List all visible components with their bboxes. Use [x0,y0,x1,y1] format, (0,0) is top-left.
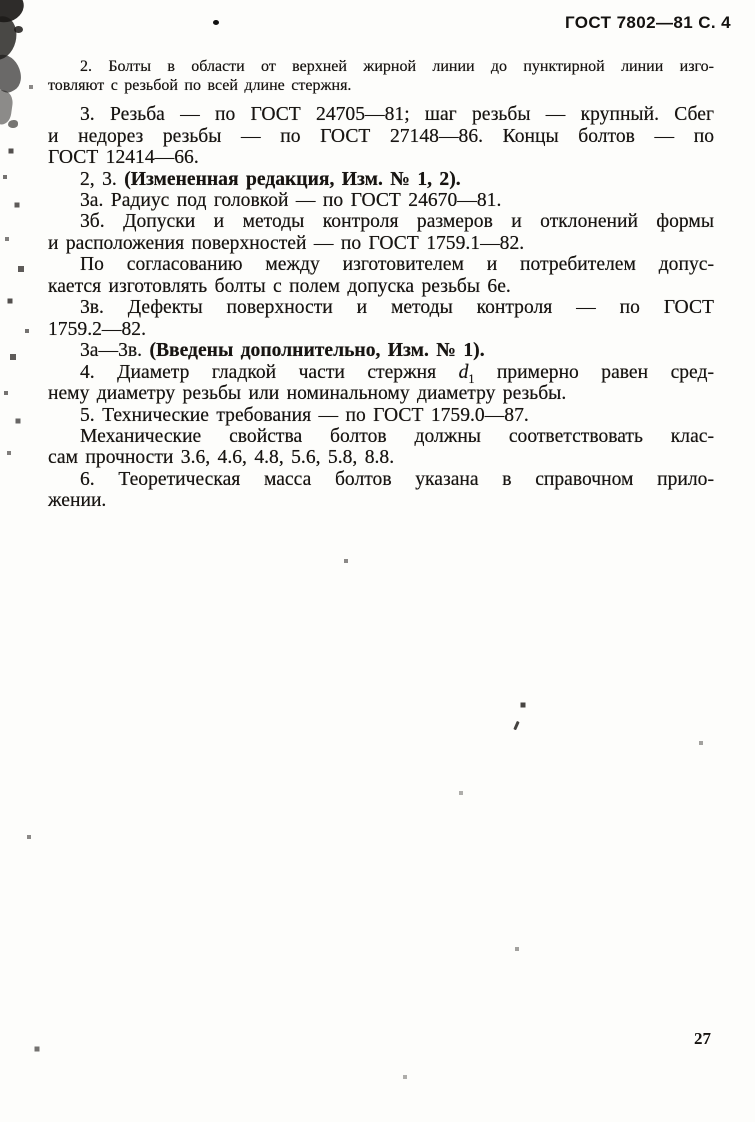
text-line [48,361,714,386]
text-line: 3в. Дефекты поверхности и методы контроля — по ГОСТ [80,297,714,319]
amendment-prefix: 2, 3. [80,168,125,190]
running-head: ГОСТ 7802—81 С. 4 [564,13,731,32]
text-line: 2. Болты в области от верхней жирной линии до пунктирной линии изго- [80,58,714,75]
clause-4 [48,362,714,405]
scan-noise-tick [513,721,519,730]
text-line: и недорез резьбы — по ГОСТ 27148—86. Концы болтов — по [48,125,714,147]
text-line: сам прочности 3.6, 4.6, 4.8, 5.6, 5.8, 8.8. [48,447,395,469]
text-line: Механические свойства болтов должны соответствовать клас- [80,425,714,447]
text-line [48,169,714,190]
clause-6 [48,469,714,512]
scan-noise-blob [0,0,28,27]
page-number: 27 [694,1029,711,1048]
text-line: товляют с резьбой по всей длине стержня. [48,76,352,94]
text-line: нему диаметру резьбы или номинальному диаметру резьбы. [48,383,567,405]
text-line: 1759.2—82. [48,318,146,340]
scan-noise-blob [14,26,23,33]
document-body [48,58,714,512]
clause-3a [48,190,714,211]
text-line: 6. Теоретическая масса болтов указана в справочном прило- [80,468,714,490]
text-line: кается изготовлять болты с полем допуска резьбы 6е. [48,275,511,297]
scan-noise-specks [0,0,2,2]
diameter-symbol: d [458,361,469,383]
clause-3b [48,211,714,254]
agreement-paragraph [48,254,714,297]
amendment-note-3a-3v [48,340,714,361]
text-line: и расположения поверхностей — по ГОСТ 1759.1—82. [48,232,525,254]
paragraph-2 [48,58,714,95]
clause-4-text: 4. Диаметр гладкой части стержня [80,361,459,383]
scan-noise-blob [0,50,27,97]
clause-5 [48,405,714,426]
text-line: жении. [48,490,107,512]
clause-3v [48,297,714,340]
text-line: 3. Резьба — по ГОСТ 24705—81; шаг резьбы — крупный. Сбег [80,104,714,126]
text-line: По согласованию между изготовителем и потребителем допус- [80,254,714,276]
clause-3 [48,104,714,168]
text-line: 3б. Допуски и методы контроля размеров и отклонений формы [80,211,714,233]
scan-noise-dot [213,20,219,25]
text-line: ГОСТ 12414—66. [48,147,199,169]
text-line [48,340,714,361]
clause-5-mechanical [48,426,714,469]
amendment-prefix: 3а—3в. [80,340,150,362]
scan-noise-blob [0,13,21,63]
diameter-subscript: 1 [468,371,475,386]
amendment-bold-text: (Измененная редакция, Изм. № 1, 2). [124,168,461,190]
amendment-bold-text: (Введены дополнительно, Изм. № 1). [149,340,485,362]
text-line: 3а. Радиус под головкой — по ГОСТ 24670—81. [80,190,502,211]
text-line: 5. Технические требования — по ГОСТ 1759.0—87. [80,404,529,426]
amendment-note-2-3 [48,169,714,190]
scan-noise-blob [8,120,18,128]
clause-4-text: примерно равен сред- [474,361,714,383]
scan-noise-blob [0,88,14,125]
